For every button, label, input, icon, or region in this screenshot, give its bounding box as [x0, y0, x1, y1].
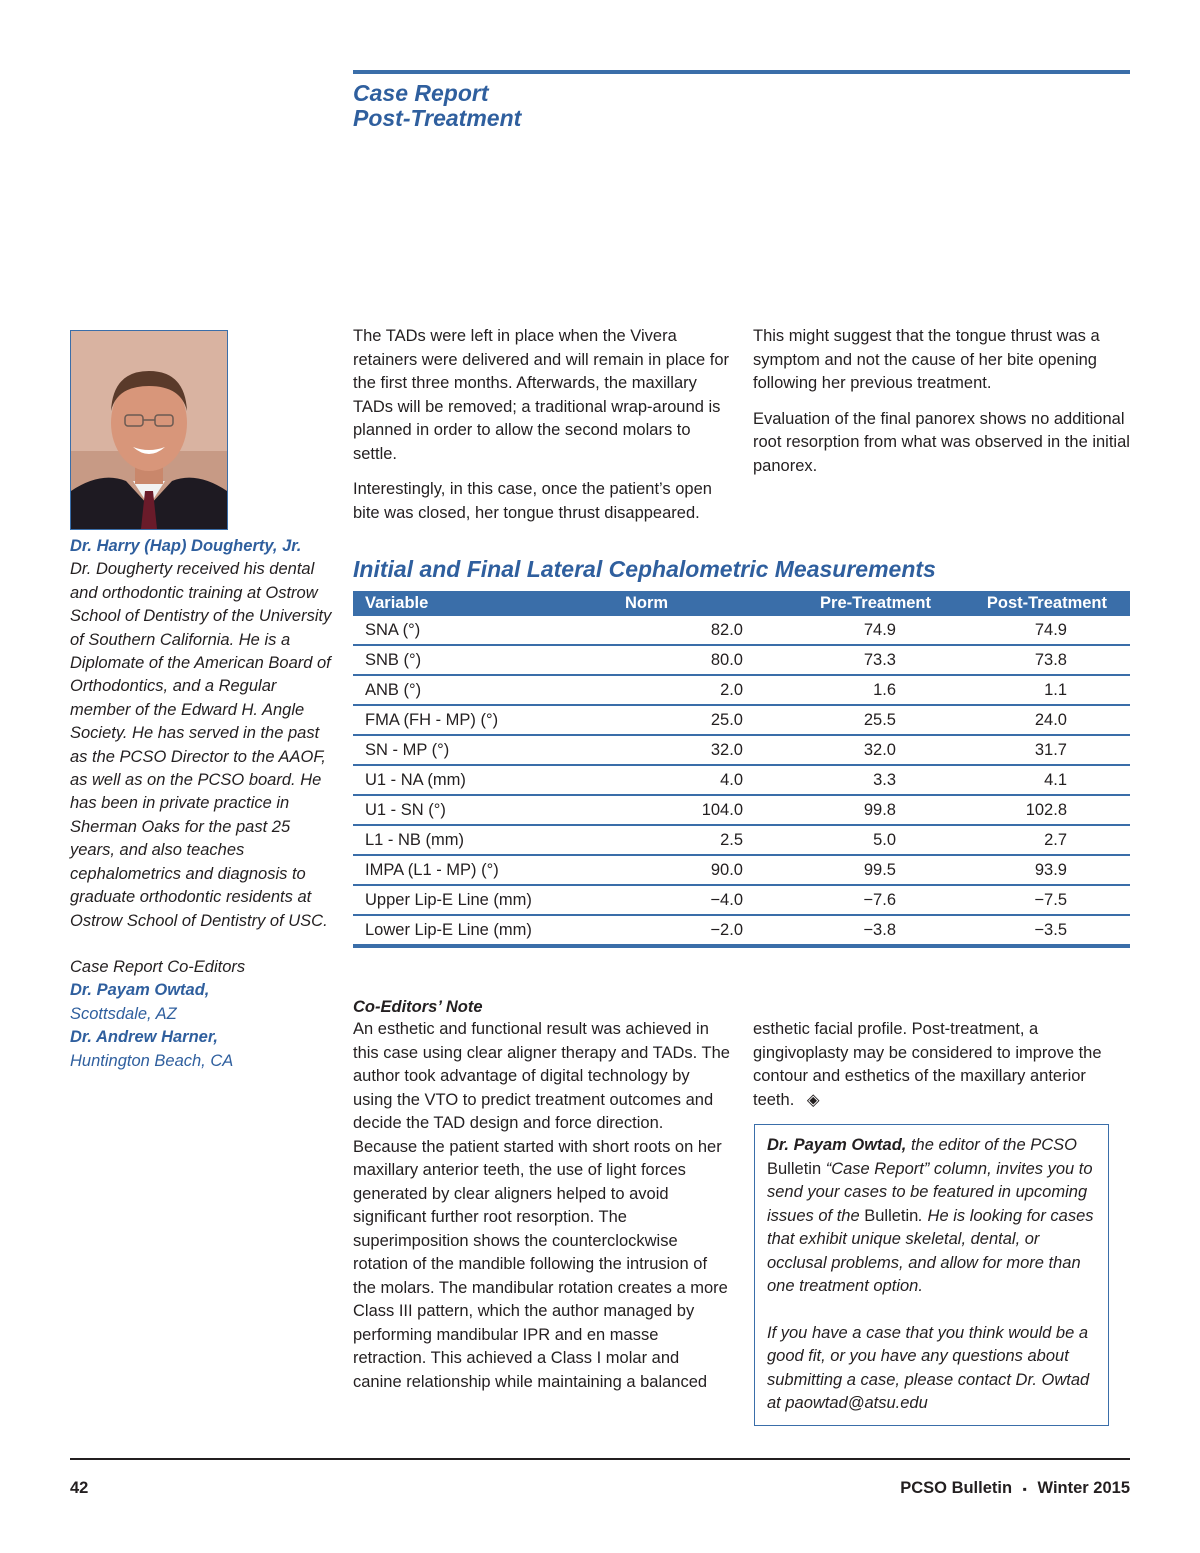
- table-row: [353, 616, 1130, 645]
- table-row: [353, 915, 1130, 946]
- coeditor2-name: Dr. Andrew Harner,: [70, 1028, 218, 1047]
- note-paragraph: esthetic facial profile. Post-treatment, a gingivoplasty may be considered to improve the contour and esthetics of the maxillary anterior teeth.: [753, 1020, 1102, 1109]
- cell-variable: U1 - SN (°): [353, 795, 625, 825]
- cell-pre-treatment: −7.6: [743, 885, 951, 915]
- cell-variable: Lower Lip-E Line (mm): [353, 915, 625, 946]
- co-editors-note-title: Co-Editors’ Note: [353, 998, 483, 1016]
- cell-norm: −2.0: [625, 915, 743, 946]
- coeditor2-location: Huntington Beach, CA: [70, 1051, 234, 1070]
- cell-norm: 2.5: [625, 825, 743, 855]
- table-row: [353, 705, 1130, 735]
- table-row: [353, 795, 1130, 825]
- cell-post-treatment: 74.9: [951, 616, 1130, 645]
- footer-publication: PCSO Bulletin ▪ Winter 2015: [900, 1479, 1130, 1497]
- cell-post-treatment: 73.8: [951, 645, 1130, 675]
- cell-variable: Upper Lip-E Line (mm): [353, 885, 625, 915]
- table-body: [353, 616, 1130, 946]
- table-row: [353, 885, 1130, 915]
- header-pre-treatment: Pre-Treatment: [743, 591, 951, 616]
- cell-post-treatment: 24.0: [951, 705, 1130, 735]
- cell-pre-treatment: 99.8: [743, 795, 951, 825]
- top-rule: [353, 70, 1130, 74]
- bottom-rule: [70, 1458, 1130, 1460]
- end-mark-icon: ◈: [806, 1090, 820, 1109]
- author-bio: Dr. Dougherty received his dental and orthodontic training at Ostrow School of Dentistry of the University of Southern California. He is a Diplomate of the American Board of Orthodontics, and a Regular member of the Edward H. Angle Society. He has served in the past as the PCSO Director to the AAOF, as well as on the PCSO board. He has been in private practice in Sherman Oaks for the past 25 years, and also teaches cephalometrics and diagnosis to graduate orthodontic residents at Ostrow School of Dentistry of USC.: [70, 560, 332, 930]
- cell-pre-treatment: 73.3: [743, 645, 951, 675]
- bullet-separator-icon: ▪: [1022, 1482, 1027, 1496]
- coeditor1-location: Scottsdale, AZ: [70, 1004, 177, 1023]
- cephalometric-table: [353, 591, 1130, 948]
- cell-variable: IMPA (L1 - MP) (°): [353, 855, 625, 885]
- cell-norm: 90.0: [625, 855, 743, 885]
- note-column-1: [353, 1018, 731, 1394]
- coeditor1-name: Dr. Payam Owtad,: [70, 981, 210, 1000]
- cell-post-treatment: −7.5: [951, 885, 1130, 915]
- body-column-2: [753, 325, 1130, 490]
- cell-post-treatment: 31.7: [951, 735, 1130, 765]
- cell-post-treatment: 4.1: [951, 765, 1130, 795]
- cell-norm: −4.0: [625, 885, 743, 915]
- table-row: [353, 735, 1130, 765]
- cell-post-treatment: 1.1: [951, 675, 1130, 705]
- cell-norm: 4.0: [625, 765, 743, 795]
- coeditors-label: Case Report Co-Editors: [70, 957, 246, 976]
- table-row: [353, 825, 1130, 855]
- header-variable: Variable: [353, 591, 625, 616]
- table-row: [353, 855, 1130, 885]
- infobox-paragraph-2: If you have a case that you think would be a good fit, or you have any questions about submitting a case, please contact Dr. Owtad at paowtad@atsu.edu: [767, 1323, 1090, 1412]
- section-title: [353, 81, 521, 131]
- author-sidebar: [70, 535, 332, 1073]
- note-paragraph: An esthetic and functional result was achieved in this case using clear aligner therapy and TADs. The author took advantage of digital technology by using the VTO to predict treatment outcomes and decide the TAD design and force direction. Because the patient started with short roots on her maxillary anterior teeth, the use of light forces generated by clear aligners helped to avoid significant further root resorption. The superimposition shows the counterclockwise rotation of the mandible following the intrusion of the molars. The mandibular rotation creates a more Class III pattern, which the author managed by performing mandibular IPR and en masse retraction. This achieved a Class I molar and canine relationship while maintaining a balanced: [353, 1020, 730, 1391]
- body-paragraph: The TADs were left in place when the Vivera retainers were delivered and will remain in place for the first three months. Afterwards, the maxillary TADs will be removed; a traditional wrap-around is planned in order to allow the second molars to settle.: [353, 327, 730, 463]
- cell-post-treatment: −3.5: [951, 915, 1130, 946]
- body-paragraph: Interestingly, in this case, once the patient’s open bite was closed, her tongue thrust disappeared.: [353, 480, 712, 522]
- table-header-row: [353, 591, 1130, 616]
- cell-norm: 80.0: [625, 645, 743, 675]
- body-paragraph: Evaluation of the final panorex shows no additional root resorption from what was observed in the initial panorex.: [753, 409, 1130, 475]
- author-name: Dr. Harry (Hap) Dougherty, Jr.: [70, 537, 302, 555]
- cell-pre-treatment: 99.5: [743, 855, 951, 885]
- cell-post-treatment: 93.9: [951, 855, 1130, 885]
- cell-variable: ANB (°): [353, 675, 625, 705]
- cell-pre-treatment: 74.9: [743, 616, 951, 645]
- cell-variable: FMA (FH - MP) (°): [353, 705, 625, 735]
- table-row: [353, 675, 1130, 705]
- cell-norm: 32.0: [625, 735, 743, 765]
- table-row: [353, 645, 1130, 675]
- infobox-editor-name: Dr. Payam Owtad,: [767, 1136, 907, 1154]
- body-paragraph: This might suggest that the tongue thrust was a symptom and not the cause of her bite opening following her previous treatment.: [753, 327, 1100, 392]
- cell-pre-treatment: 25.5: [743, 705, 951, 735]
- note-column-2: [753, 1018, 1131, 1112]
- table-title: Initial and Final Lateral Cephalometric Measurements: [353, 556, 936, 582]
- cell-pre-treatment: −3.8: [743, 915, 951, 946]
- cell-norm: 104.0: [625, 795, 743, 825]
- cell-variable: L1 - NB (mm): [353, 825, 625, 855]
- cell-pre-treatment: 32.0: [743, 735, 951, 765]
- body-column-1: [353, 325, 729, 537]
- cell-variable: SN - MP (°): [353, 735, 625, 765]
- table-row: [353, 765, 1130, 795]
- cell-post-treatment: 102.8: [951, 795, 1130, 825]
- section-title-line1: Case Report: [353, 80, 489, 106]
- cell-post-treatment: 2.7: [951, 825, 1130, 855]
- cell-pre-treatment: 1.6: [743, 675, 951, 705]
- page-number: 42: [70, 1479, 89, 1497]
- header-norm: Norm: [625, 591, 743, 616]
- cell-norm: 82.0: [625, 616, 743, 645]
- cell-norm: 25.0: [625, 705, 743, 735]
- cell-variable: U1 - NA (mm): [353, 765, 625, 795]
- infobox-paragraph-1: Dr. Payam Owtad, the editor of the PCSO Bulletin “Case Report” column, invites you to send your cases to be featured in upcoming issues of the Bulletin. He is looking for cases that exhibit unique skeletal, dental, or occlusal problems, and allow for more than one treatment option.: [767, 1136, 1094, 1295]
- header-post-treatment: Post-Treatment: [951, 591, 1130, 616]
- section-title-line2: Post-Treatment: [353, 105, 522, 131]
- cell-variable: SNB (°): [353, 645, 625, 675]
- author-portrait: [71, 331, 227, 529]
- cell-pre-treatment: 3.3: [743, 765, 951, 795]
- cell-norm: 2.0: [625, 675, 743, 705]
- cell-variable: SNA (°): [353, 616, 625, 645]
- submission-infobox: [754, 1124, 1109, 1426]
- cell-pre-treatment: 5.0: [743, 825, 951, 855]
- author-photo: [70, 330, 228, 530]
